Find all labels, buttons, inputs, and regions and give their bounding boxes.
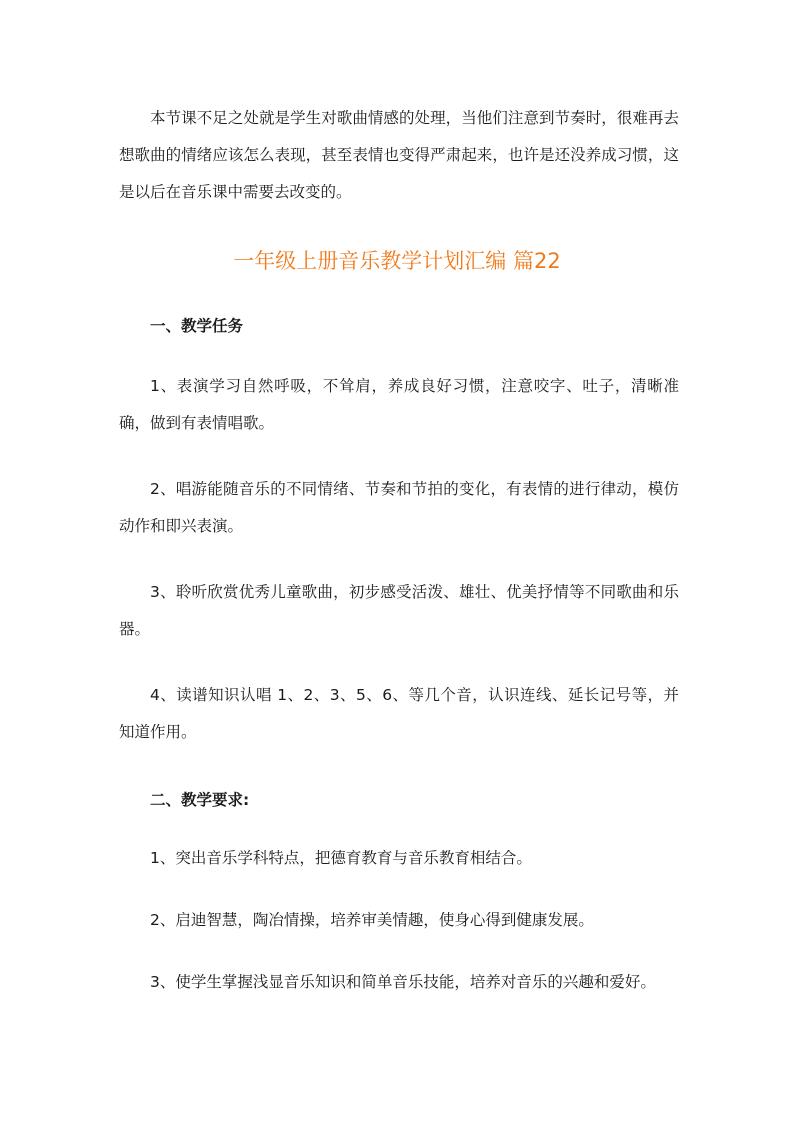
task-item-2 (119, 471, 679, 545)
section-heading-requirements: 二、教学要求: (150, 791, 250, 809)
requirement-item-1-text: 1、突出音乐学科特点，把德育教育与音乐教育相结合。 (150, 849, 532, 867)
intro-paragraph-text: 本节课不足之处就是学生对歌曲情感的处理，当他们注意到节奏时，很难再去想歌曲的情绪应该怎么表现，甚至表情也变得严肃起来，也许是还没养成习惯，这是以后在音乐课中需要去改变的。 (119, 109, 679, 201)
intro-paragraph (119, 100, 679, 211)
requirement-item-2 (119, 902, 679, 939)
task-item-1-text: 1、表演学习自然呼吸，不耸肩，养成良好习惯，注意咬字、吐子，清晰准确，做到有表情唱歌。 (119, 377, 679, 432)
task-item-4-text: 4、读谱知识认唱 1、2、3、5、6、等几个音，认识连线、延长记号等，并知道作用。 (119, 686, 679, 741)
task-item-4 (119, 677, 679, 751)
task-item-2-text: 2、唱游能随音乐的不同情绪、节奏和节拍的变化，有表情的进行律动，模仿动作和即兴表演。 (119, 480, 679, 535)
task-item-3-text: 3、聆听欣赏优秀儿童歌曲，初步感受活泼、雄壮、优美抒情等不同歌曲和乐器。 (119, 583, 679, 638)
task-item-1 (119, 368, 679, 442)
task-item-3 (119, 574, 679, 648)
requirement-item-1 (119, 840, 679, 877)
section-title: 一年级上册音乐教学计划汇编 篇22 (233, 249, 561, 273)
requirement-item-2-text: 2、启迪智慧，陶冶情操，培养审美情趣，使身心得到健康发展。 (150, 911, 594, 929)
section-heading-tasks: 一、教学任务 (150, 317, 244, 335)
requirement-item-3 (119, 964, 679, 1001)
requirement-item-3-text: 3、使学生掌握浅显音乐知识和简单音乐技能，培养对音乐的兴趣和爱好。 (150, 973, 656, 991)
